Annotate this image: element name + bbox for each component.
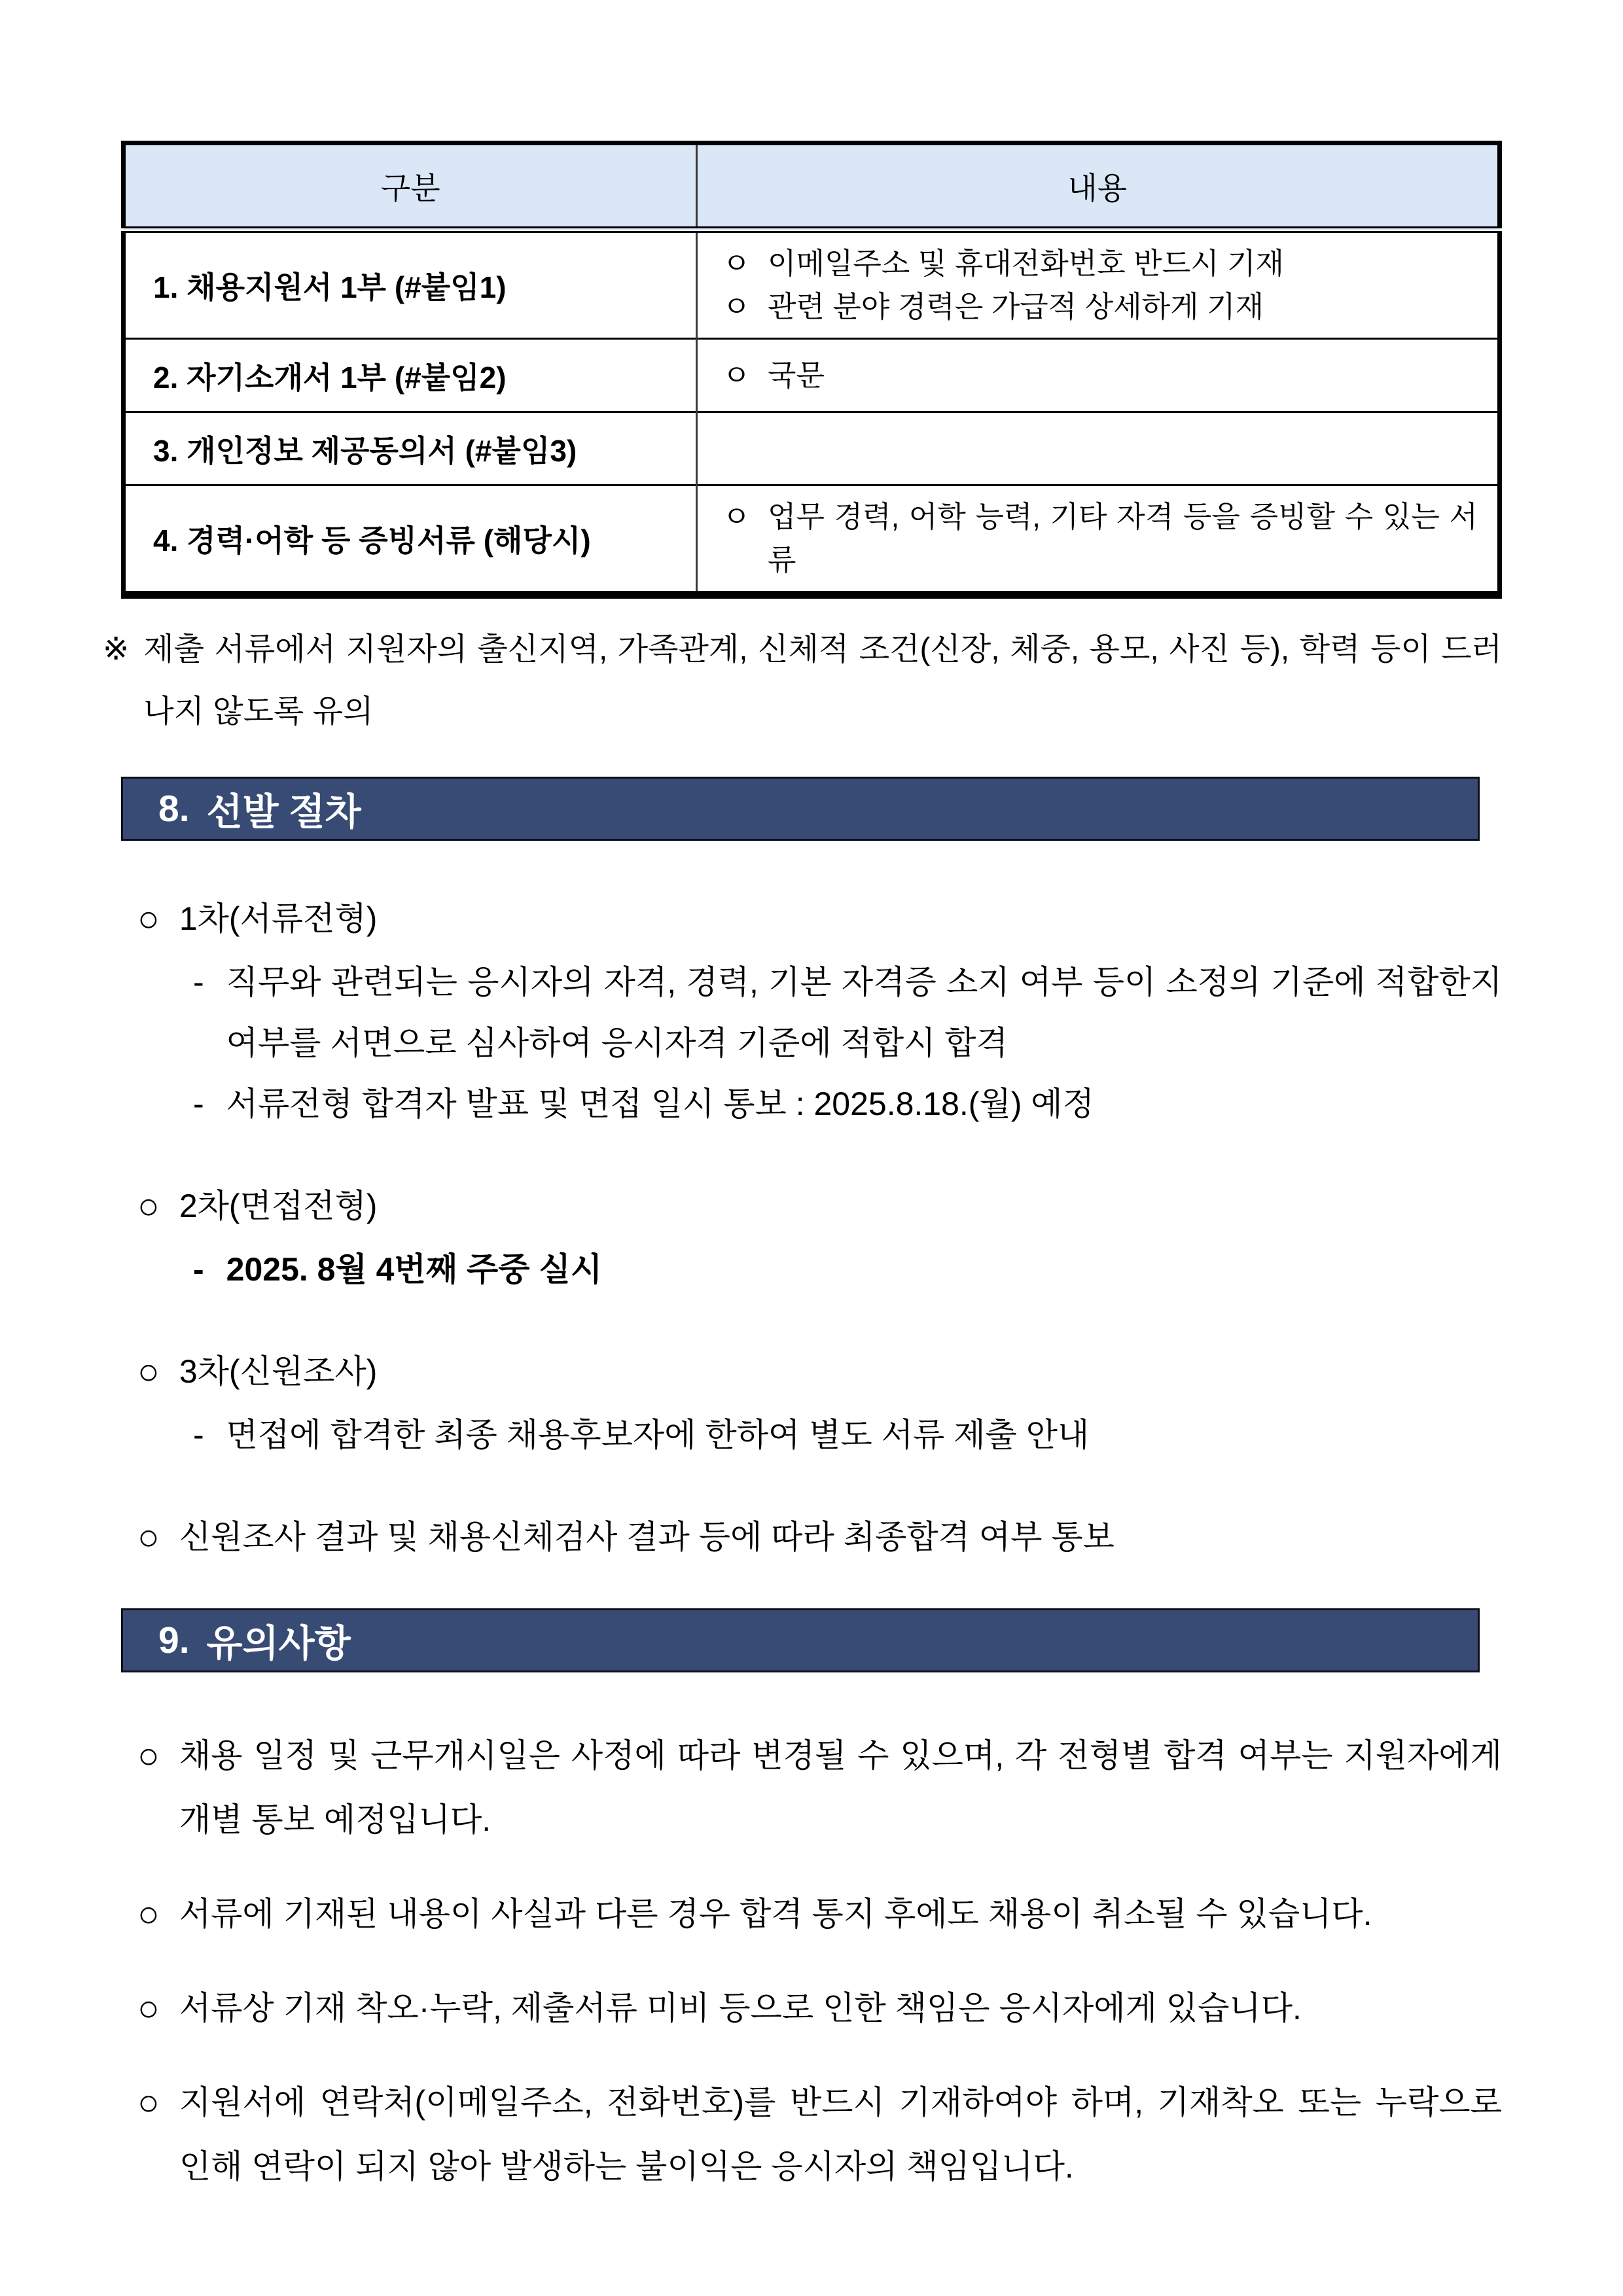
selection-groups [121, 885, 1502, 1570]
precaution-item [137, 1723, 1502, 1852]
detail-text: 관련 분야 경력은 가급적 상세하게 기재 [768, 290, 1264, 323]
submission-documents-table [121, 141, 1502, 599]
sub-item [193, 952, 1502, 1074]
detail-text: 업무 경력, 어학 능력, 기타 자격 등을 증빙할 수 있는 서류 [768, 500, 1478, 576]
category-text: 2. 자기소개서 1부 (#붙임2) [153, 360, 507, 395]
category-text: 1. 채용지원서 1부 (#붙임1) [153, 270, 507, 304]
table-header-row [124, 143, 1500, 230]
circle-bullet-icon: ○ [137, 1893, 160, 1934]
selection-group [121, 885, 1502, 1135]
circle-bullet-icon: ○ [137, 1185, 160, 1226]
precaution-list [121, 1723, 1502, 2199]
category-cell [124, 230, 697, 339]
section-title: 선발 절차 [206, 791, 361, 833]
group-head [137, 1338, 1502, 1405]
circle-bullet-icon: ○ [137, 1987, 160, 2028]
circle-bullet-icon: ○ [137, 1735, 160, 1776]
details-cell [696, 412, 1499, 486]
privacy-note-text: 제출 서류에서 지원자의 출신지역, 가족관계, 신체적 조건(신장, 체중, 용모, 사진 등), 학력 등이 드러나지 않도록 유의 [143, 632, 1502, 729]
detail-line [722, 285, 1478, 328]
privacy-note [103, 618, 1502, 743]
section-banner-selection [121, 777, 1480, 841]
circle-bullet-icon: ㅇ [722, 500, 751, 533]
group-label: 신원조사 결과 및 채용신체검사 결과 등에 따라 최종합격 여부 통보 [179, 1519, 1115, 1555]
group-head [137, 885, 1502, 952]
details-cell [696, 230, 1499, 339]
table-row [124, 486, 1500, 595]
precaution-item [137, 2070, 1502, 2199]
table-row [124, 412, 1500, 486]
category-text: 4. 경력·어학 등 증빙서류 (해당시) [153, 523, 591, 557]
table-row [124, 339, 1500, 412]
selection-group [121, 1173, 1502, 1300]
dash-bullet-icon: - [193, 964, 204, 1000]
details-cell [696, 339, 1499, 412]
detail-line [722, 354, 1478, 397]
category-cell [124, 339, 697, 412]
selection-group [121, 1338, 1502, 1466]
table-row [124, 230, 1500, 339]
detail-line [722, 242, 1478, 285]
sub-item-text: 서류전형 합격자 발표 및 면접 일시 통보 : 2025.8.18.(월) 예정 [226, 1086, 1094, 1122]
dash-bullet-icon: - [193, 1086, 204, 1122]
precaution-item-text: 채용 일정 및 근무개시일은 사정에 따라 변경될 수 있으며, 각 전형별 합격 여부는 지원자에게 개별 통보 예정입니다. [179, 1737, 1502, 1838]
precaution-item-text: 지원서에 연락처(이메일주소, 전화번호)를 반드시 기재하여야 하며, 기재착오 또는 누락으로 인해 연락이 되지 않아 발생하는 불이익은 응시자의 책임입니다. [179, 2084, 1502, 2185]
sub-item [193, 1405, 1502, 1466]
sub-item [193, 1074, 1502, 1135]
table-header [124, 143, 1500, 230]
circle-bullet-icon: ㅇ [722, 247, 751, 280]
group-label: 2차(면접전형) [179, 1188, 378, 1224]
circle-bullet-icon: ○ [137, 898, 160, 939]
circle-bullet-icon: ㅇ [722, 290, 751, 323]
group-label: 1차(서류전형) [179, 900, 378, 937]
details-cell [696, 486, 1499, 595]
sub-item-text: 직무와 관련되는 응시자의 자격, 경력, 기본 자격증 소지 여부 등이 소정의 기준에 적합한지 여부를 서면으로 심사하여 응시자격 기준에 적합시 합격 [226, 964, 1502, 1061]
precaution-item-text: 서류상 기재 착오·누락, 제출서류 미비 등으로 인한 책임은 응시자에게 있습니다. [179, 1990, 1302, 2026]
group-label: 3차(신원조사) [179, 1353, 378, 1390]
header-content: 내용 [696, 143, 1499, 230]
header-category: 구분 [124, 143, 697, 230]
detail-text: 이메일주소 및 휴대전화번호 반드시 기재 [768, 247, 1285, 280]
circle-bullet-icon: ○ [137, 2081, 160, 2123]
reference-mark-icon: ※ [103, 632, 130, 667]
section-banner-precautions [121, 1608, 1480, 1672]
detail-text: 국문 [768, 358, 825, 392]
category-text: 3. 개인정보 제공동의서 (#붙임3) [153, 433, 577, 468]
documents-table-body [124, 230, 1500, 595]
category-cell [124, 412, 697, 486]
circle-bullet-icon: ㅇ [722, 358, 751, 392]
dash-bullet-icon: - [193, 1251, 204, 1288]
sub-item-text: 면접에 합격한 최종 채용후보자에 한하여 별도 서류 제출 안내 [226, 1417, 1090, 1453]
sub-item [193, 1239, 1502, 1300]
sub-item-text: 2025. 8월 4번째 주중 실시 [226, 1251, 603, 1288]
detail-line [722, 495, 1478, 582]
precaution-item [137, 1882, 1502, 1946]
group-head [137, 1173, 1502, 1239]
precaution-item [137, 1976, 1502, 2040]
selection-group [121, 1504, 1502, 1570]
dash-bullet-icon: - [193, 1417, 204, 1453]
precaution-item-text: 서류에 기재된 내용이 사실과 다른 경우 합격 통지 후에도 채용이 취소될 수 있습니다. [179, 1896, 1372, 1932]
section-title: 유의사항 [206, 1623, 351, 1665]
circle-bullet-icon: ○ [137, 1351, 160, 1392]
category-cell [124, 486, 697, 595]
group-head [137, 1504, 1502, 1570]
section-number: 8. [158, 788, 190, 830]
circle-bullet-icon: ○ [137, 1516, 160, 1557]
section-number: 9. [158, 1619, 190, 1661]
